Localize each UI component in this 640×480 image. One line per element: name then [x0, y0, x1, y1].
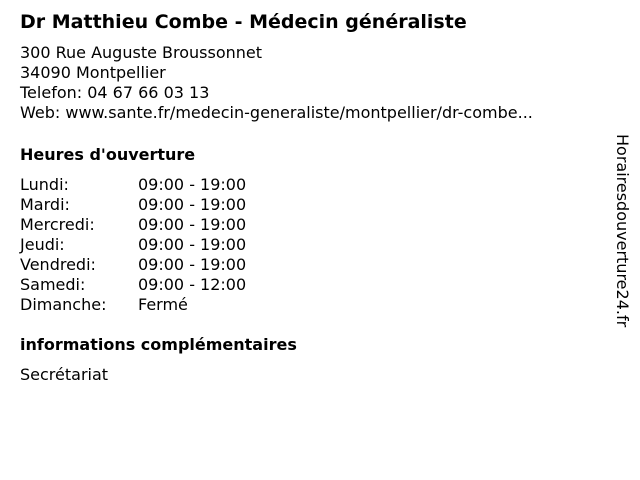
day-label: Mercredi: [20, 215, 95, 234]
business-card [20, 8, 600, 385]
phone-number: Telefon: 04 67 66 03 13 [20, 83, 210, 102]
hours-row-thursday [20, 235, 600, 255]
hours-row-friday [20, 255, 600, 275]
hours-table [20, 175, 600, 315]
street-address: 300 Rue Auguste Broussonnet [20, 43, 263, 62]
hours-row-saturday [20, 275, 600, 295]
hours-row-wednesday [20, 215, 600, 235]
info-text: Secrétariat [20, 365, 109, 384]
time-range: Fermé [138, 295, 188, 314]
time-range: 09:00 - 19:00 [138, 215, 247, 234]
contact-block [20, 43, 600, 123]
hours-row-sunday [20, 295, 600, 315]
day-label: Lundi: [20, 175, 69, 194]
time-range: 09:00 - 19:00 [138, 235, 247, 254]
website-link[interactable]: Web: www.sante.fr/medecin-generaliste/montpellier/dr-combe... [20, 103, 533, 122]
day-label: Jeudi: [20, 235, 65, 254]
hours-row-tuesday [20, 195, 600, 215]
day-label: Dimanche: [20, 295, 107, 314]
hours-heading: Heures d'ouverture [20, 145, 196, 164]
hours-row-monday [20, 175, 600, 195]
site-watermark: Horairesdouverture24.fr [613, 134, 632, 328]
day-label: Samedi: [20, 275, 86, 294]
day-label: Vendredi: [20, 255, 96, 274]
info-heading: informations complémentaires [20, 335, 297, 354]
time-range: 09:00 - 19:00 [138, 175, 247, 194]
time-range: 09:00 - 19:00 [138, 195, 247, 214]
time-range: 09:00 - 19:00 [138, 255, 247, 274]
page-title: Dr Matthieu Combe - Médecin généraliste [20, 11, 467, 33]
city-address: 34090 Montpellier [20, 63, 166, 82]
day-label: Mardi: [20, 195, 70, 214]
time-range: 09:00 - 12:00 [138, 275, 247, 294]
